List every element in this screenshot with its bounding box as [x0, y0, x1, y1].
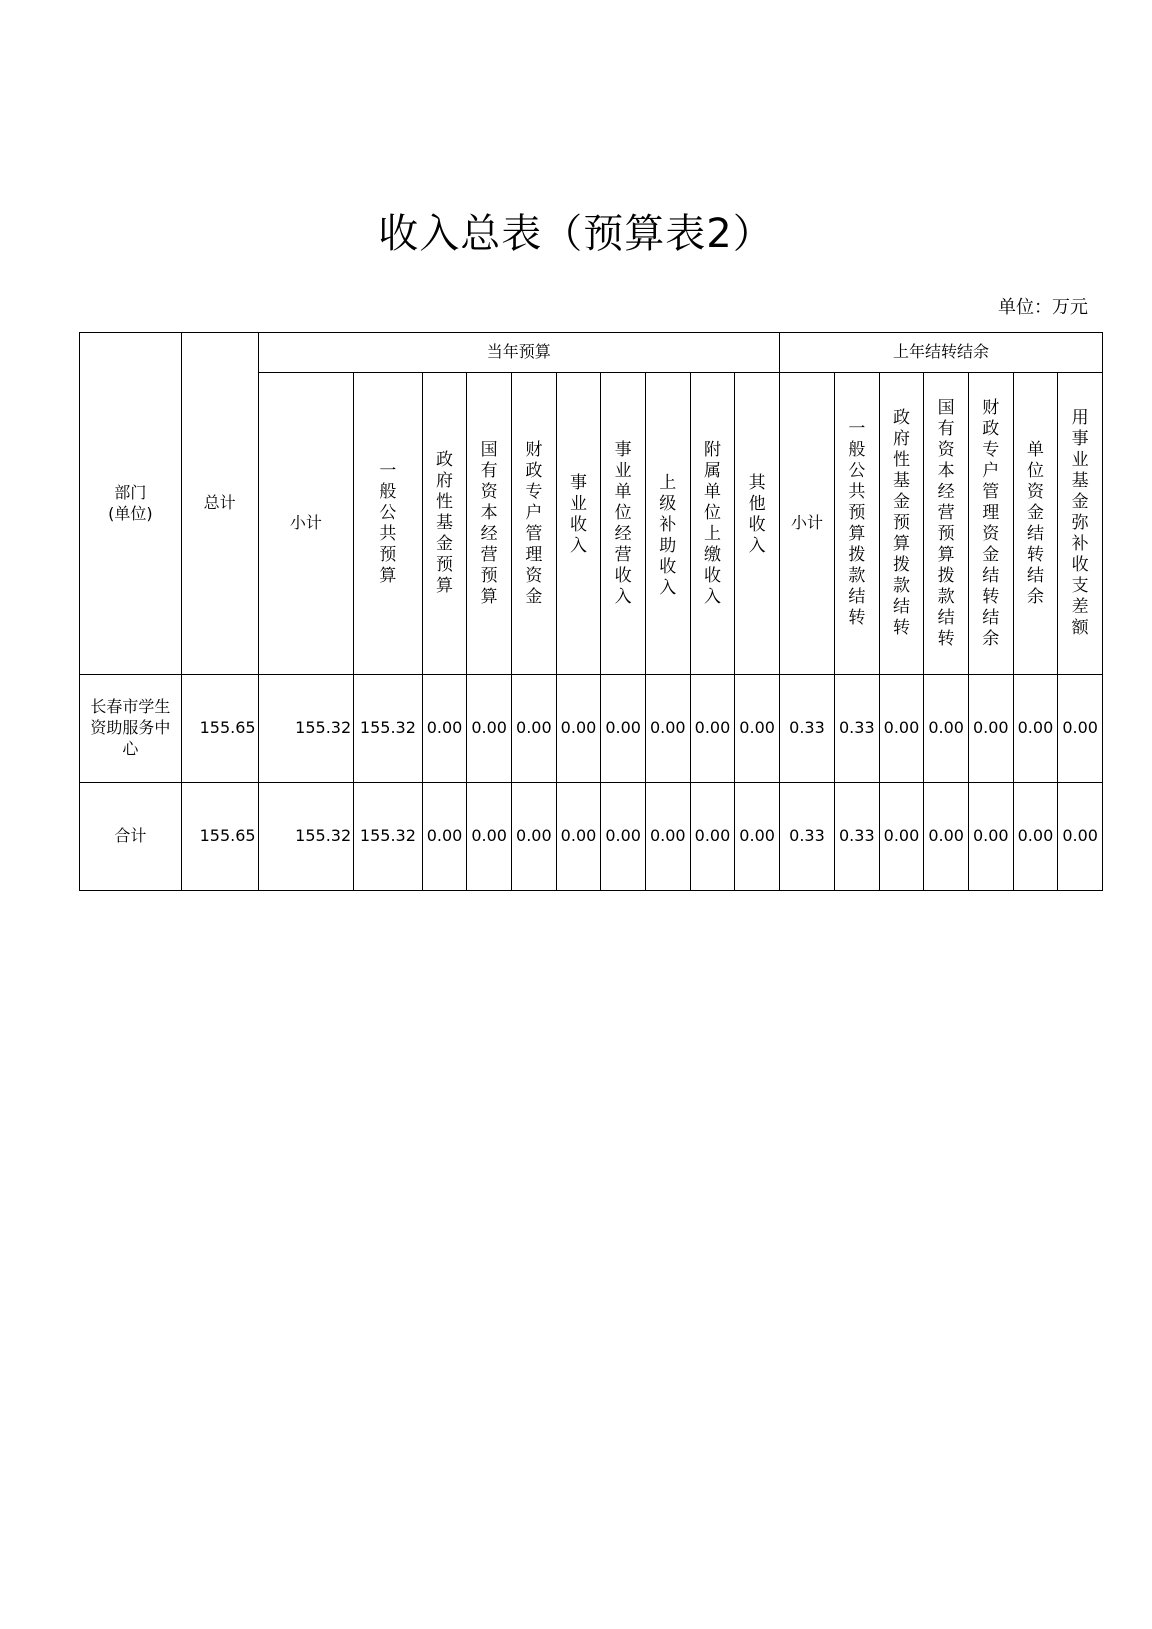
- row-general-public-carry: 0.33: [834, 783, 879, 891]
- row-affiliated-turnover: 0.00: [690, 783, 735, 891]
- header-gov-fund-carry: [879, 373, 924, 675]
- header-prior-year: 上年结转结余: [779, 333, 1102, 373]
- row-special-account: 0.00: [512, 675, 557, 783]
- header-current-subtotal: 小计: [258, 373, 354, 675]
- row-business-fund-offset: 0.00: [1058, 783, 1103, 891]
- row-prior-subtotal: 0.33: [779, 783, 834, 891]
- header-gov-fund-label: 政府性基金预算: [436, 450, 454, 596]
- row-current-subtotal: 155.32: [258, 675, 354, 783]
- header-current-year: 当年预算: [258, 333, 779, 373]
- header-superior-subsidy-label: 上级补助收入: [659, 473, 677, 598]
- row-state-capital-carry: 0.00: [924, 675, 969, 783]
- header-superior-subsidy: [645, 373, 690, 675]
- row-superior-subsidy: 0.00: [645, 675, 690, 783]
- header-business-operation: [601, 373, 646, 675]
- row-gov-fund: 0.00: [422, 675, 467, 783]
- header-special-account: [512, 373, 557, 675]
- row-gov-fund-carry: 0.00: [879, 783, 924, 891]
- row-business-income: 0.00: [556, 783, 601, 891]
- header-affiliated-turnover-label: 附属单位上缴收入: [703, 439, 721, 607]
- header-other-income-label: 其他收入: [748, 473, 766, 556]
- header-state-capital-carry: [924, 373, 969, 675]
- row-dept: 长春市学生资助服务中心: [80, 675, 182, 783]
- row-general-public-carry: 0.33: [834, 675, 879, 783]
- row-gov-fund-carry: 0.00: [879, 675, 924, 783]
- row-unit-funds-carry: 0.00: [1013, 783, 1058, 891]
- header-dept-line1: 部门: [114, 482, 147, 502]
- row-prior-subtotal: 0.33: [779, 675, 834, 783]
- row-business-income: 0.00: [556, 675, 601, 783]
- row-special-account-carry: 0.00: [968, 675, 1013, 783]
- header-dept: [80, 333, 182, 675]
- header-business-fund-offset-label: 用事业基金弥补收支差额: [1071, 408, 1089, 638]
- row-unit-funds-carry: 0.00: [1013, 675, 1058, 783]
- header-unit-funds-carry-label: 单位资金结转结余: [1026, 439, 1044, 607]
- header-special-account-label: 财政专户管理资金: [525, 439, 543, 607]
- row-total: 155.65: [181, 675, 258, 783]
- header-business-income: [556, 373, 601, 675]
- header-business-income-label: 事业收入: [569, 473, 587, 556]
- header-state-capital: [467, 373, 512, 675]
- header-special-account-carry-label: 财政专户管理资金结转结余: [982, 397, 1000, 649]
- header-unit-funds-carry: [1013, 373, 1058, 675]
- header-dept-line2: (单位): [108, 503, 153, 523]
- header-state-capital-carry-label: 国有资本经营预算拨款结转: [937, 397, 955, 649]
- table-row-total: [80, 783, 1103, 891]
- header-general-public-carry-label: 一般公共预算拨款结转: [848, 418, 866, 628]
- header-general-public-carry: [834, 373, 879, 675]
- row-business-operation: 0.00: [601, 675, 646, 783]
- row-business-fund-offset: 0.00: [1058, 675, 1103, 783]
- header-gov-fund: [422, 373, 467, 675]
- header-general-public: [354, 373, 423, 675]
- header-affiliated-turnover: [690, 373, 735, 675]
- header-prior-subtotal: 小计: [779, 373, 834, 675]
- row-other-income: 0.00: [735, 675, 780, 783]
- header-special-account-carry: [968, 373, 1013, 675]
- row-superior-subsidy: 0.00: [645, 783, 690, 891]
- row-current-subtotal: 155.32: [258, 783, 354, 891]
- header-general-public-label: 一般公共预算: [379, 460, 397, 586]
- row-state-capital-carry: 0.00: [924, 783, 969, 891]
- row-special-account-carry: 0.00: [968, 783, 1013, 891]
- row-state-capital: 0.00: [467, 783, 512, 891]
- row-other-income: 0.00: [735, 783, 780, 891]
- row-state-capital: 0.00: [467, 675, 512, 783]
- row-gov-fund: 0.00: [422, 783, 467, 891]
- row-special-account: 0.00: [512, 783, 557, 891]
- row-general-public: 155.32: [354, 675, 423, 783]
- row-business-operation: 0.00: [601, 783, 646, 891]
- header-business-operation-label: 事业单位经营收入: [614, 439, 632, 607]
- row-general-public: 155.32: [354, 783, 423, 891]
- income-summary-table: [79, 332, 1103, 891]
- header-business-fund-offset: [1058, 373, 1103, 675]
- table-row: [80, 675, 1103, 783]
- header-other-income: [735, 373, 780, 675]
- header-gov-fund-carry-label: 政府性基金预算拨款结转: [892, 408, 910, 638]
- header-state-capital-label: 国有资本经营预算: [480, 439, 498, 607]
- header-total: 总计: [181, 333, 258, 675]
- row-dept: 合计: [80, 783, 182, 891]
- page-title: 收入总表（预算表2）: [378, 211, 774, 257]
- unit-label: 单位：万元: [998, 297, 1088, 318]
- row-total: 155.65: [181, 783, 258, 891]
- row-affiliated-turnover: 0.00: [690, 675, 735, 783]
